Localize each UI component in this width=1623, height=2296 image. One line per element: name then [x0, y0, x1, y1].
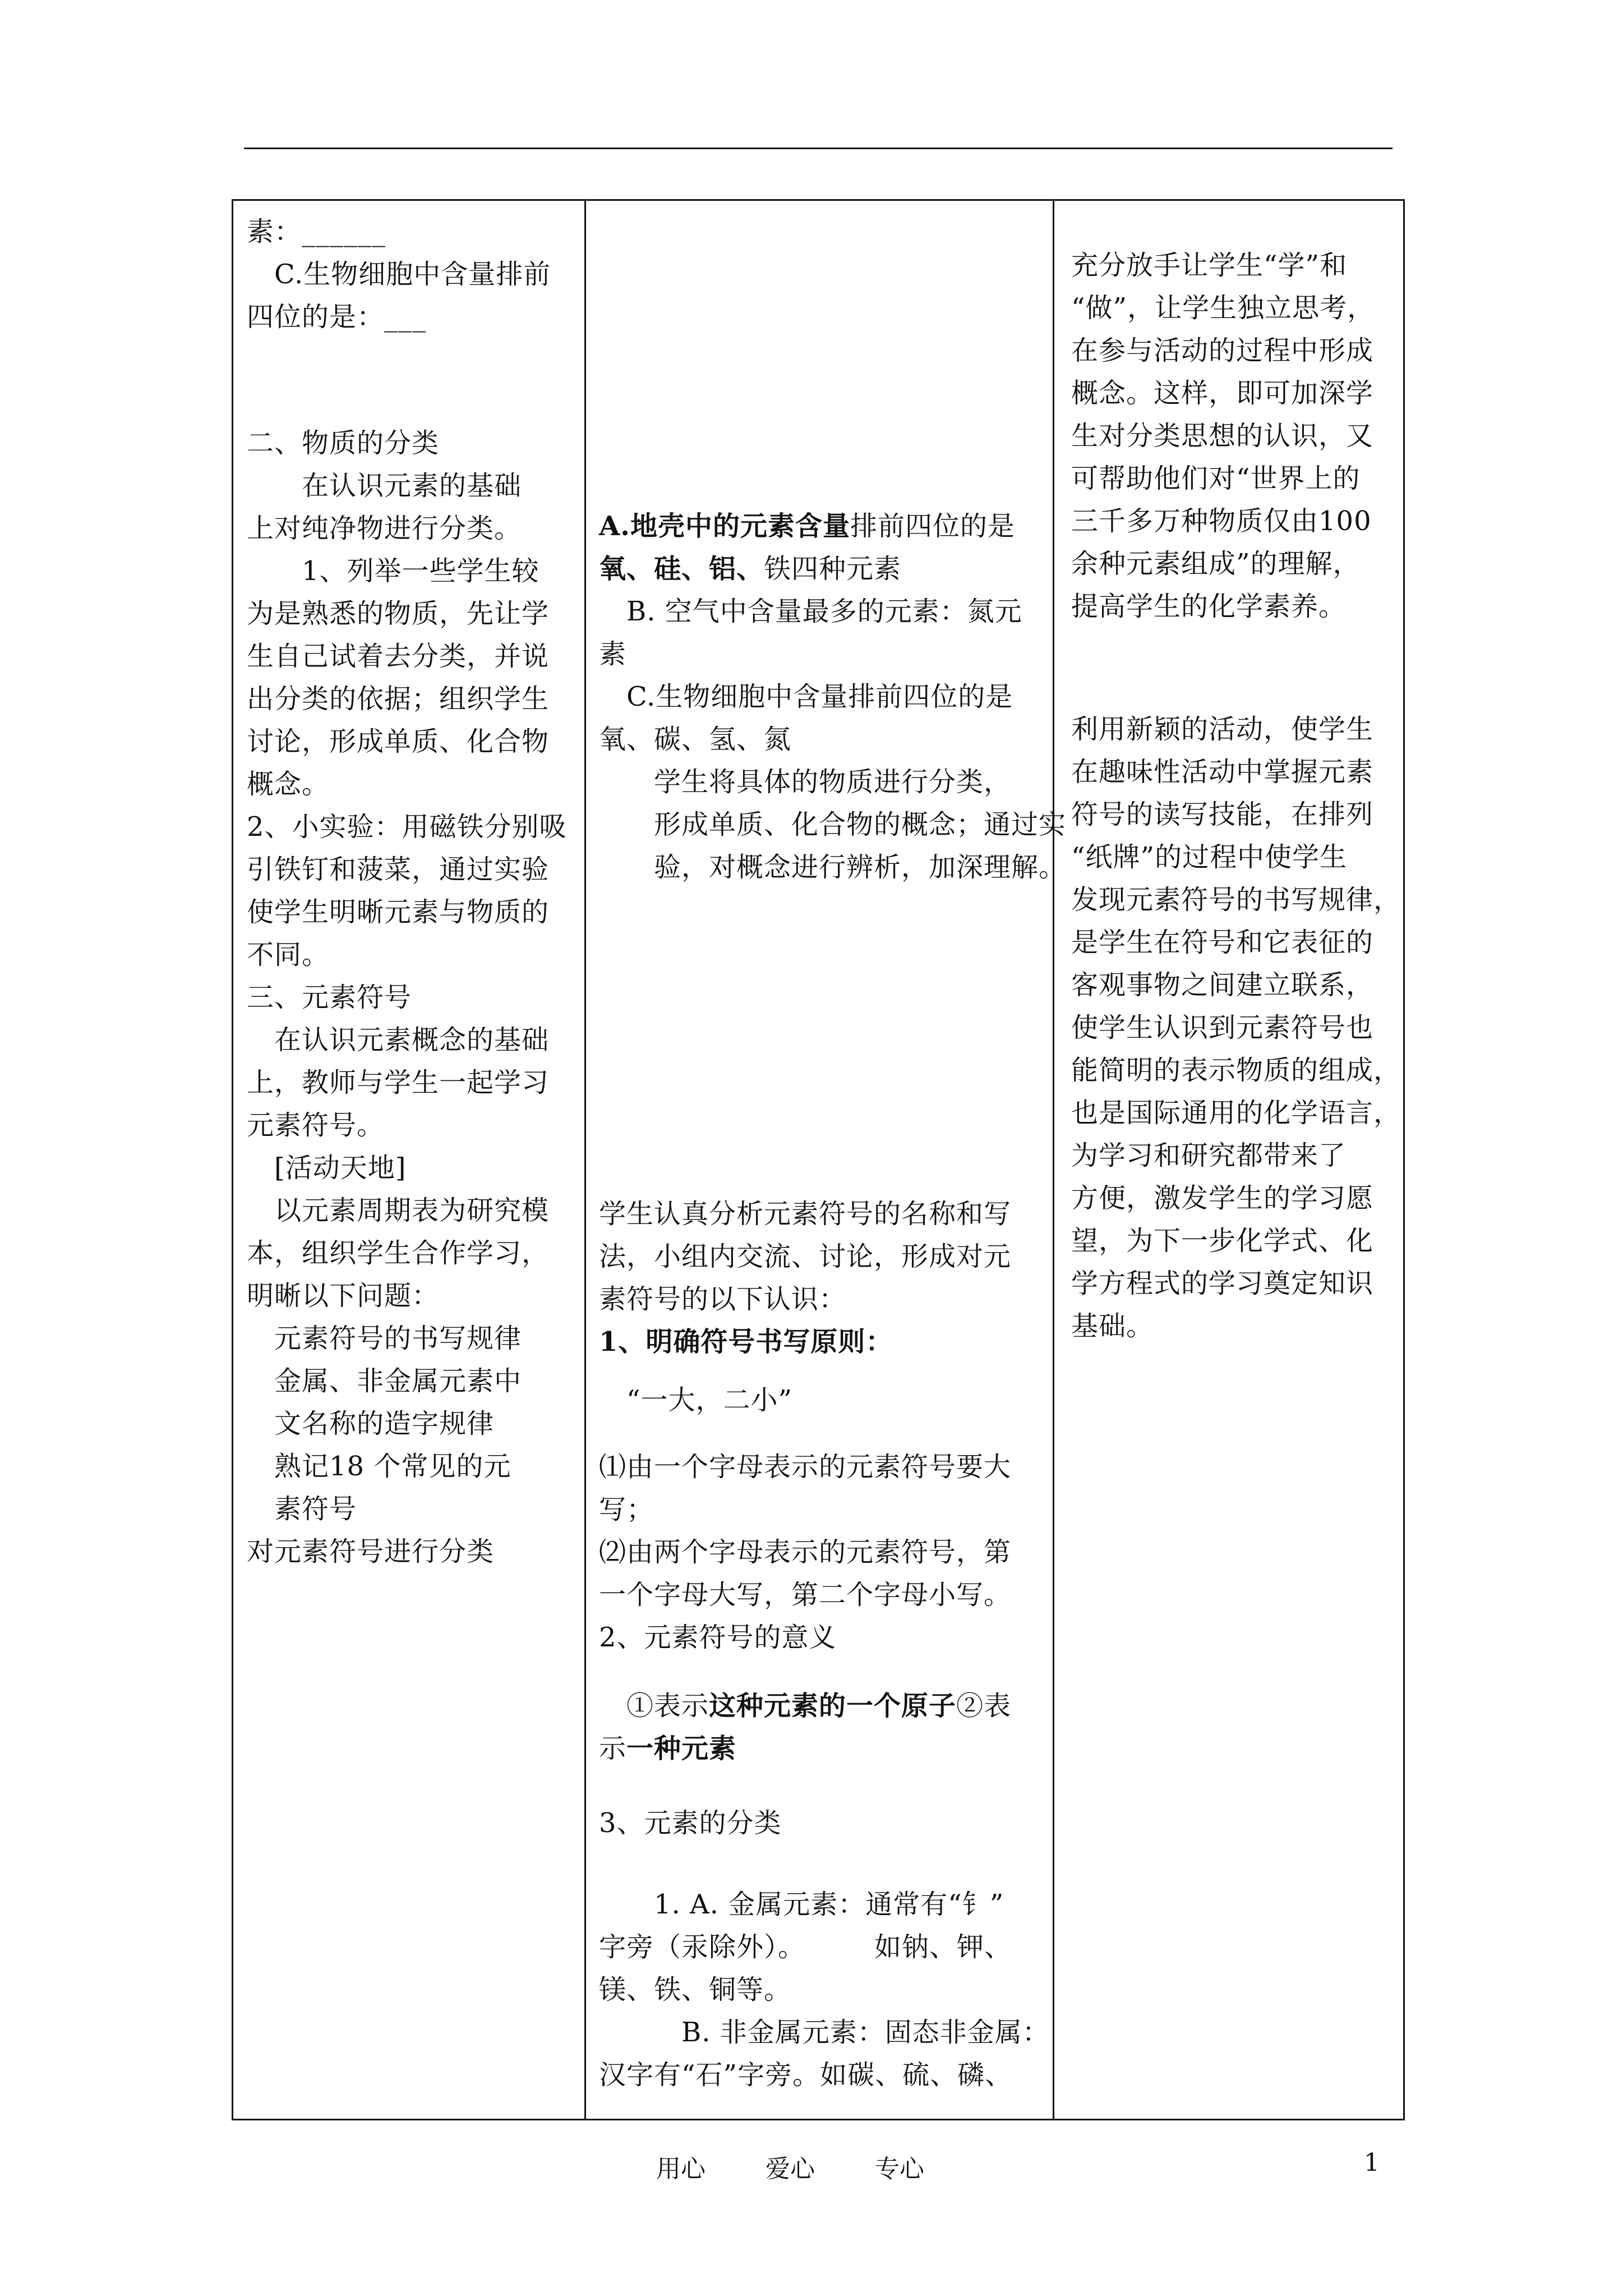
text-line: 以元素周期表为研究模: [247, 1195, 550, 1226]
page-number: 1: [1364, 2148, 1380, 2177]
text-line: 验，对概念进行辨析，加深理解。: [599, 852, 1067, 883]
text-line: 是学生在符号和它表征的: [1071, 927, 1374, 958]
footer-motto-3: 专心: [875, 2155, 924, 2183]
text-line: 2、元素符号的意义: [599, 1622, 837, 1653]
text-line: 3、元素的分类: [599, 1807, 782, 1839]
footer-motto-2: 爱心: [766, 2155, 815, 2183]
text-line: 学生认真分析元素符号的名称和写: [599, 1198, 1012, 1230]
text-line: 形成单质、化合物的概念；通过实: [599, 809, 1067, 840]
text-line: 可帮助他们对“世界上的: [1071, 463, 1361, 494]
text-line: 镁、铁、铜等。: [599, 1974, 792, 2005]
text-line: 学方程式的学习奠定知识: [1071, 1268, 1374, 1299]
text-line: 也是国际通用的化学语言，: [1071, 1097, 1401, 1129]
text-line: 素符号的以下认识：: [599, 1283, 847, 1315]
text-line: 方便，激发学生的学习愿: [1071, 1182, 1374, 1214]
text: ②表: [956, 1690, 1012, 1722]
text-line: 1、列举一些学生较: [247, 555, 540, 587]
text-line: “一大，二小”: [599, 1384, 793, 1416]
col3-block-b: [1071, 708, 1401, 1347]
text: 示: [599, 1733, 627, 1764]
col2-block-a: [599, 505, 1066, 889]
text-line: 1. A. 金属元素：通常有“钅”: [599, 1889, 1004, 1920]
text-line: C.生物细胞中含量排前: [247, 259, 551, 290]
text-line: 上，教师与学生一起学习: [247, 1067, 550, 1098]
col2-block-e: [599, 1193, 1011, 1363]
text-line: 望，为下一步化学式、化: [1071, 1225, 1374, 1257]
col2-classify-title: [599, 1802, 782, 1844]
text-line: 汉字有“石”字旁。如碳、硫、磷、: [599, 2059, 1013, 2091]
text-line: 素符号: [247, 1493, 357, 1525]
col1-block-b: [247, 422, 567, 1573]
col2-classify: [599, 1883, 1050, 2096]
text-line: 利用新颖的活动，使学生: [1071, 714, 1374, 745]
text-line: “做”，让学生独立思考，: [1071, 292, 1375, 324]
text-line: 一个字母大写，第二个字母小写。: [599, 1579, 1012, 1611]
col1-block-a: [247, 210, 551, 338]
text-line: 上对纯净物进行分类。: [247, 513, 522, 544]
col2-rule-items: [599, 1446, 1011, 1659]
text-line: B. 空气中含量最多的元素：氮元: [599, 596, 1022, 627]
text-line: 金属、非金属元素中: [247, 1365, 522, 1397]
text-line: 生对分类思想的认识，又: [1071, 420, 1374, 452]
bold-text: 这种元素的一个原子: [709, 1690, 957, 1722]
text-line: 能简明的表示物质的组成，: [1071, 1055, 1401, 1086]
text-line: 概念。: [247, 769, 330, 800]
text-line: 生自己试着去分类，并说: [247, 641, 550, 672]
text-line: 文名称的造字规律: [247, 1408, 495, 1439]
text: 铁四种元素: [764, 553, 902, 585]
text-line: 四位的是：___: [247, 301, 427, 333]
footer-motto-1: 用心: [656, 2155, 706, 2183]
text-line: 2、小实验：用磁铁分别吸: [247, 811, 567, 843]
text-line: 不同。: [247, 939, 330, 970]
text-line: [599, 1685, 1011, 1727]
text-line: 三、元素符号: [247, 982, 412, 1013]
text-line: B. 非金属元素：固态非金属：: [599, 2017, 1050, 2048]
text-line: 余种元素组成”的理解，: [1071, 548, 1361, 579]
text-line: 出分类的依据；组织学生: [247, 683, 550, 715]
text-line: 在参与活动的过程中形成: [1071, 335, 1374, 366]
text-line: 熟记18 个常见的元: [247, 1451, 511, 1482]
text-line: 基础。: [1071, 1310, 1154, 1342]
text-line: 写；: [599, 1494, 654, 1525]
bold-text: 一种元素: [626, 1733, 737, 1764]
text-line: 使学生明晰元素与物质的: [247, 896, 550, 928]
text: 排前四位的是: [850, 510, 1015, 542]
header-rule: [244, 148, 1393, 149]
text-line: 概念。这样，即可加深学: [1071, 378, 1374, 409]
col2-rule-quote: [599, 1379, 792, 1421]
text-line: 字旁（汞除外）。 如钠、钾、: [599, 1931, 1012, 1963]
text-line: 为是熟悉的物质，先让学: [247, 598, 550, 629]
text-line: 元素符号的书写规律: [247, 1323, 522, 1354]
column-divider-1: [584, 199, 586, 2120]
col3-block-a: [1071, 244, 1375, 628]
text-line: C.生物细胞中含量排前四位的是: [599, 681, 1013, 712]
text-line: 本，组织学生合作学习，: [247, 1237, 550, 1269]
text-line: ⑴由一个字母表示的元素符号要大: [599, 1451, 1012, 1483]
text-line: [599, 505, 1066, 547]
text: ①表示: [599, 1690, 709, 1722]
text-line: “纸牌”的过程中使学生: [1071, 841, 1348, 873]
text-line: [活动天地]: [247, 1152, 407, 1184]
text-line: 法，小组内交流、讨论，形成对元: [599, 1241, 1012, 1272]
rule-title: 1、明确符号书写原则：: [599, 1326, 893, 1358]
column-divider-2: [1053, 199, 1054, 2120]
text-line: 对元素符号进行分类: [247, 1536, 495, 1567]
text-line: 提高学生的化学素养。: [1071, 591, 1347, 622]
text-line: 元素符号。: [247, 1110, 385, 1141]
text-line: 三千多万种物质仅由100: [1071, 505, 1372, 537]
text-line: 素: [599, 638, 627, 670]
text-line: 讨论，形成单质、化合物: [247, 726, 550, 757]
text-line: 客观事物之间建立联系，: [1071, 969, 1374, 1001]
text-line: 在认识元素的基础: [247, 470, 522, 501]
text-line: 氧、碳、氢、氮: [599, 724, 792, 755]
text-line: 符号的读写技能，在排列: [1071, 799, 1374, 830]
text-line: 使学生认识到元素符号也: [1071, 1012, 1374, 1043]
text-line: 在趣味性活动中掌握元素: [1071, 756, 1374, 788]
text-line: 学生将具体的物质进行分类，: [599, 766, 1012, 798]
text-line: 在认识元素概念的基础: [247, 1024, 550, 1056]
text-line: 引铁钉和菠菜，通过实验: [247, 854, 550, 885]
text-line: 充分放手让学生“学”和: [1071, 250, 1348, 281]
text-line: 发现元素符号的书写规律，: [1071, 884, 1401, 915]
bold-text: 氧、硅、铝、: [599, 553, 764, 585]
text-line: 二、物质的分类: [247, 427, 440, 459]
col2-meaning: [599, 1685, 1011, 1770]
text-line: 素：______: [247, 216, 386, 247]
bold-text: A.地壳中的元素含量: [599, 510, 850, 542]
text-line: [599, 1727, 1011, 1770]
text-line: [599, 547, 1066, 590]
text-line: 为学习和研究都带来了: [1071, 1140, 1347, 1171]
text-line: 明晰以下问题：: [247, 1280, 440, 1312]
text-line: ⑵由两个字母表示的元素符号，第: [599, 1536, 1012, 1568]
